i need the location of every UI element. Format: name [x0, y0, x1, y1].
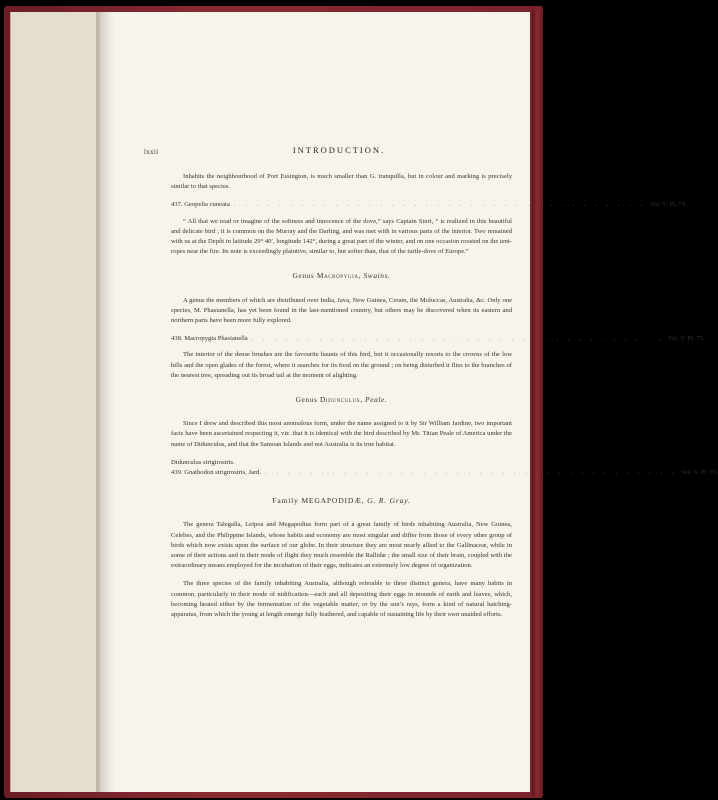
didunculus-paragraph: Since I drew and described this most anomalous form, under the name assigned to it by Sir William Jardine, two important facts have been ascertained respecting it, viz. that it is identical with the bird described by Mr. Titian Peale of America under the name of Didunculus, and that the Samoan Islands and not Australia is its true habitat. [171, 420, 512, 448]
genus-author: Peale. [365, 395, 388, 405]
species-name: 437. Geopelia cuneata [171, 201, 230, 209]
species-entry-438 [171, 334, 705, 344]
leader-dots: . . . . . . . . . . . . . . . . . . . . . . . . . . . . . . . . . . . . . [233, 201, 647, 209]
family-name: MEGAPODIDÆ, [301, 496, 365, 506]
leader-dots: . . . . . . . . . . . . . . . . . . . . . . . . . . . . . . . . . . . . . [265, 469, 678, 477]
intro-paragraph: Inhabits the neighbourhood of Port Essington, is much smaller than G. tranquilla, but in colour and marking is precisely similar to that species. [171, 173, 512, 191]
phasianella-paragraph: The interior of the dense brushes are the favourite haunts of this bird, but it occasionally resorts to the crowns of the low hills and the open glades of the forest, where it searches for its food on the ground ; on being disturbed it flies to the branches of the nearest tree, spreading out its broad tail at the moment of alighting. [171, 351, 512, 379]
leader-dots: . . . . . . . . . . . . . . . . . . . . . . . . . . . . . . . . . . . . . [251, 335, 665, 343]
running-head [144, 145, 534, 159]
page-number: lxxii [144, 148, 159, 156]
genus-heading-macropygia: Genus Macropygia, Swains. [292, 271, 391, 281]
megapodidae-paragraph-1: The genera Talegalla, Leipoa and Megapodius form part of a great family of birds inhabiting Australia, New Guinea, Celebes, and the Philippine Islands, whose habits and economy are most singular and differ from those of every other group of birds which now exists upon the surface of our globe. In their structure they are most nearly allied to the Gallinaceæ, while in some of their actions and in their mode of flight they much resemble the Rallidæ ; the small size of their brain, coupled with the extraordinary means employed for the incubation of their eggs, indicates an extremely low degree of organization. [171, 521, 512, 570]
genus-author: Swains. [363, 271, 391, 281]
species-entry-439 [171, 468, 718, 478]
family-author: G. R. Gray. [367, 496, 411, 506]
species-name: 438. Macropygia Phasianella [171, 335, 248, 343]
genus-heading-didunculus: Genus Didunculus, Peale. [295, 395, 388, 405]
gutter-shadow [96, 12, 114, 792]
genus-name: Didunculus [319, 395, 361, 405]
page-stack-edges [10, 12, 102, 792]
family-heading-megapodidae [171, 496, 512, 506]
book-page [100, 12, 718, 792]
species-entry-437 [171, 200, 687, 210]
plate-reference: Vol. V. Pl. 74. [650, 201, 687, 209]
page-body [171, 172, 718, 628]
genus-name: Macropygia [316, 271, 359, 281]
page-title: INTRODUCTION. [292, 145, 386, 155]
plate-reference: Vol. V. Pl. 75. [668, 335, 705, 343]
plate-reference: Vol. V. Pl. 76. [681, 469, 718, 477]
macropygia-paragraph: A genus the members of which are distributed over India, Java, New Guinea, Ceram, the Moluccas, Australia, &c. Only one species, M. Phasianella, has yet been found in the last-mentioned country, but others may be discovered when its eastern and northern parts have been more fully explored. [171, 296, 512, 325]
genus-prefix: Genus [295, 395, 318, 405]
megapodidae-paragraph-2: The three species of the family inhabiting Australia, although referable to three distinct genera, have many habits in common, particularly in their mode of nidification—each and all depositing their eggs in mounds of earth and leaves, which, becoming heated either by the fermentation of the vegetable matter, or by the sun’s rays, form a kind of natural hatching-apparatus, from which the young at length emerge fully feathered, and capable of sustaining life by their own unaided efforts. [171, 580, 512, 619]
species-name: 439. Gnathodon strigirostris, Jard. [171, 469, 262, 477]
sturt-quote-paragraph: “ All that we read or imagine of the softness and innocence of the dove,” says Captain Sturt, “ is realized in this beautiful and delicate bird ; it is common on the Murray and the Darling, and was met with in various parts of the interior. Two remained with us at the Depôt in latitude 29° 40′, longitude 142°, during a great part of the winter, and on one occasion roosted on the tent-ropes near the fire. Its note is exceedingly plaintive, similar to, but softer than, that of the turtle-dove of Europe.” [171, 217, 512, 256]
book-cover-edge [532, 10, 543, 795]
synonym-line: Didunculus strigirostris. [171, 458, 235, 466]
genus-prefix: Genus [292, 271, 315, 281]
family-prefix: Family [272, 496, 299, 506]
